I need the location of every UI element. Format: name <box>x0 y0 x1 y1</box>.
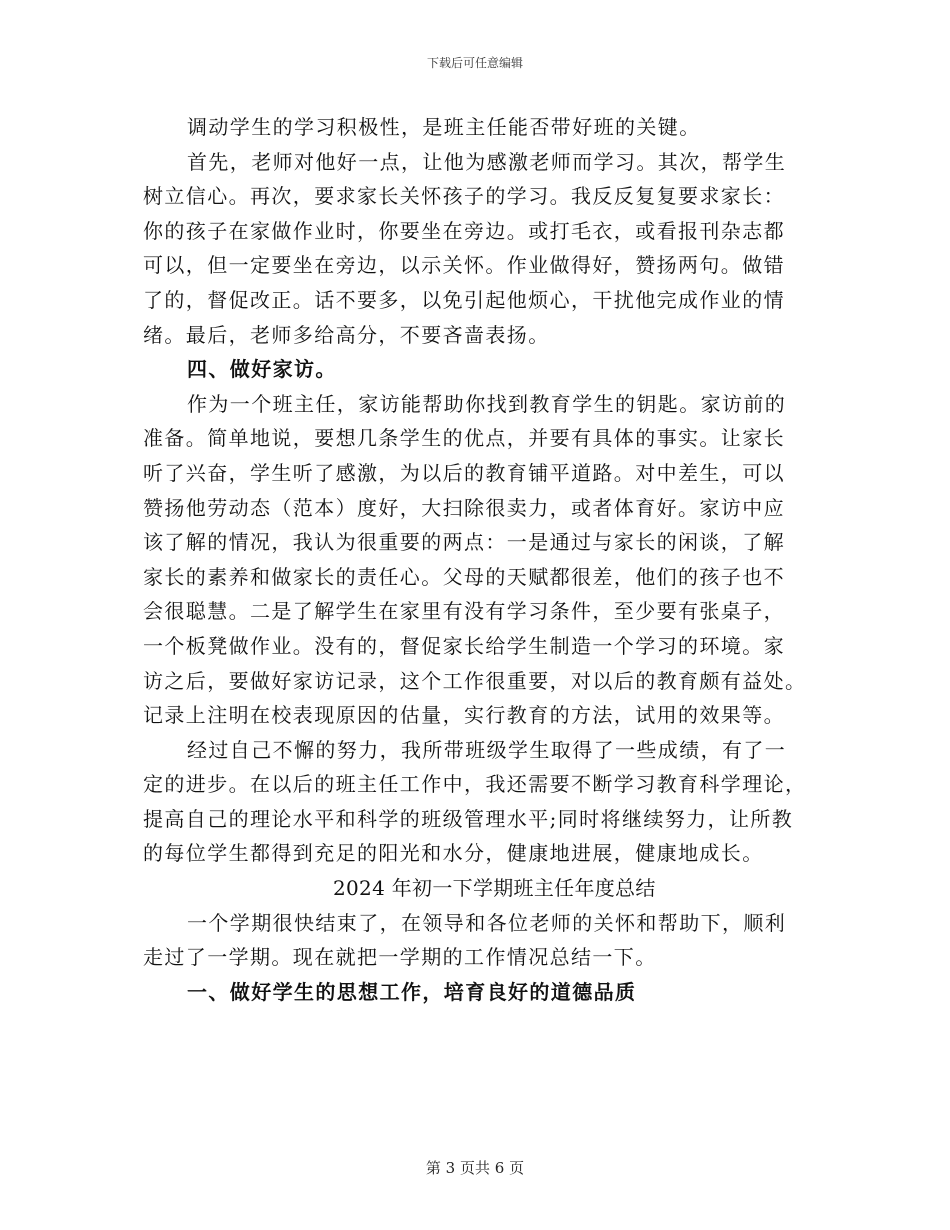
text-line: 家长的素养和做家长的责任心。父母的天赋都很差，他们的孩子也不 <box>143 564 785 589</box>
text-line: 的每位学生都得到充足的阳光和水分，健康地进展，健康地成长。 <box>143 841 764 866</box>
text-line: 经过自己不懈的努力，我所带班级学生取得了一些成绩，有了一 <box>187 737 787 762</box>
text-line: 提高自己的理论水平和科学的班级管理水平;同时将继续努力，让所教 <box>143 806 794 831</box>
section-heading: 四、做好家访。 <box>187 357 337 382</box>
text-line: 准备。简单地说，要想几条学生的优点，并要有具体的事实。让家长 <box>143 426 785 451</box>
text-line: 树立信心。再次，要求家长关怀孩子的学习。我反反复复要求家长： <box>143 184 785 209</box>
text-line: 听了兴奋，学生听了感激，为以后的教育铺平道路。对中差生，可以 <box>143 460 785 485</box>
section-title: 2024 年初一下学期班主任年度总结 <box>333 876 656 901</box>
text-line: 该了解的情况，我认为很重要的两点：一是通过与家长的闲谈，了解 <box>143 530 785 555</box>
text-line: 赞扬他劳动态（范本）度好，大扫除很卖力，或者体育好。家访中应 <box>143 495 785 520</box>
text-line: 调动学生的学习积极性，是班主任能否带好班的关键。 <box>187 115 701 139</box>
text-line: 会很聪慧。二是了解学生在家里有没有学习条件，至少要有张桌子， <box>143 599 785 624</box>
text-line: 访之后，要做好家访记录，这个工作很重要，对以后的教育颇有益处。 <box>143 668 807 693</box>
text-line: 定的进步。在以后的班主任工作中，我还需要不断学习教育科学理论， <box>143 772 807 797</box>
text-line: 绪。最后，老师多给高分，不要吝啬表扬。 <box>143 322 550 347</box>
text-line: 可以，但一定要坐在旁边，以示关怀。作业做得好，赞扬两句。做错 <box>143 253 785 278</box>
text-line: 了的，督促改正。话不要多，以免引起他烦心，干扰他完成作业的情 <box>143 287 785 312</box>
document-body <box>143 110 808 1009</box>
page-footer: 第 3 页共 6 页 <box>425 1159 525 1177</box>
text-line: 作为一个班主任，家访能帮助你找到教育学生的钥匙。家访前的 <box>187 391 787 416</box>
text-line: 记录上注明在校表现原因的估量，实行教育的方法，试用的效果等。 <box>143 703 785 728</box>
text-line: 一个板凳做作业。没有的，督促家长给学生制造一个学习的环境。家 <box>143 633 785 658</box>
text-line: 走过了一学期。现在就把一学期的工作情况总结一下。 <box>143 945 657 970</box>
text-line: 你的孩子在家做作业时，你要坐在旁边。或打毛衣，或看报刊杂志都 <box>143 218 785 243</box>
text-line: 首先，老师对他好一点，让他为感激老师而学习。其次，帮学生 <box>187 149 787 174</box>
text-line: 一个学期很快结束了，在领导和各位老师的关怀和帮助下，顺利 <box>187 910 787 935</box>
page-header: 下载后可任意编辑 <box>426 56 523 70</box>
section-heading: 一、做好学生的思想工作，培育良好的道德品质 <box>187 979 637 1004</box>
